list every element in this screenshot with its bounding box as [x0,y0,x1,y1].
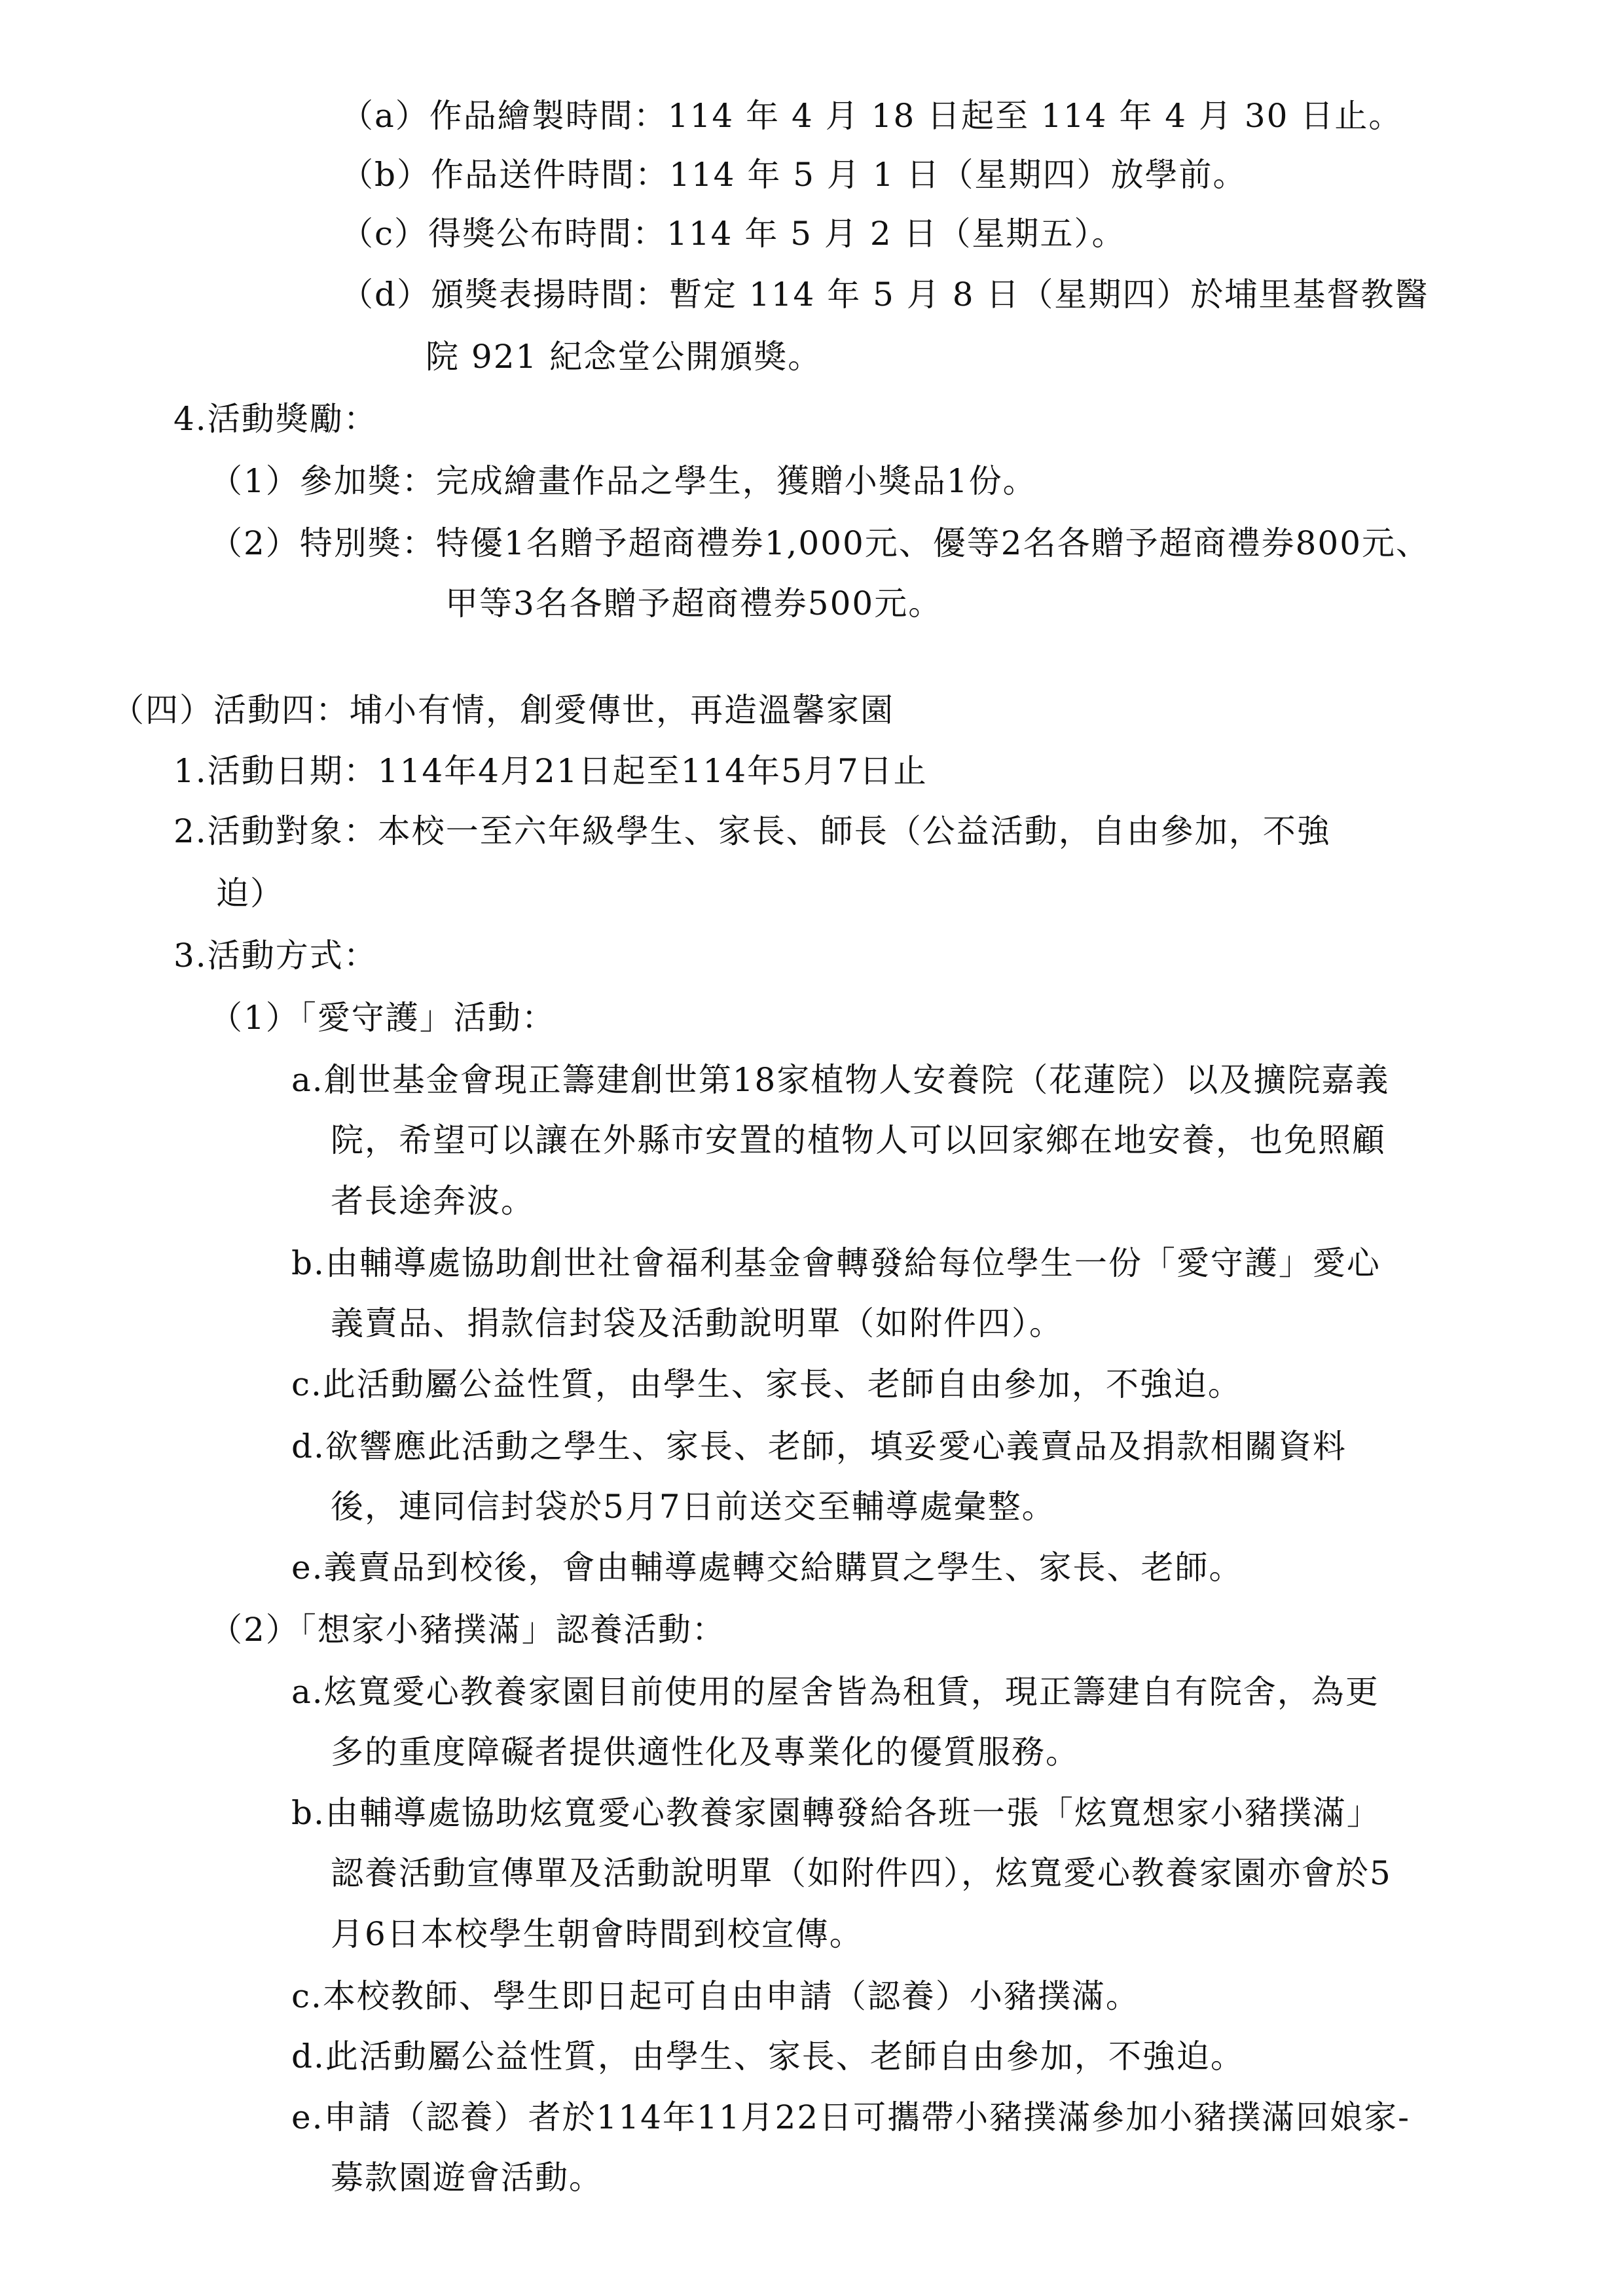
piggy-bank-a: a.炫寬愛心教養家園目前使用的屋舍皆為租賃，現正籌建自有院舍，為更 [291,1673,1379,1711]
award-special-cont: 甲等3名各贈予超商禮券500元。 [445,584,943,622]
love-guard-a-cont2: 者長途奔波。 [331,1182,535,1220]
love-guard-b: b.由輔導處協助創世社會福利基金會轉發給每位學生一份「愛守護」愛心 [291,1244,1381,1282]
schedule-item-b: （b）作品送件時間：114 年 5 月 1 日（星期四）放學前。 [340,156,1247,194]
heading-awards: 4.活動獎勵： [173,400,378,438]
schedule-item-d: （d）頒獎表揚時間：暫定 114 年 5 月 8 日（星期四）於埔里基督教醫 [340,276,1429,314]
schedule-item-d-cont: 院 921 紀念堂公開頒獎。 [426,338,822,376]
activity-date: 1.活動日期：114年4月21日起至114年5月7日止 [173,752,928,790]
piggy-bank-d: d.此活動屬公益性質，由學生、家長、老師自由參加，不強迫。 [291,2037,1245,2075]
love-guard-d-cont: 後，連同信封袋於5月7日前送交至輔導處彙整。 [331,1488,1056,1526]
subheading-piggy-bank: （2）「想家小豬撲滿」認養活動： [210,1611,726,1649]
piggy-bank-b-cont1: 認養活動宣傳單及活動說明單（如附件四），炫寬愛心教養家園亦會於5 [331,1854,1392,1892]
award-participation: （1）參加獎：完成繪畫作品之學生，獲贈小獎品1份。 [210,462,1037,500]
piggy-bank-e-cont: 募款園遊會活動。 [331,2159,603,2197]
piggy-bank-e: e.申請（認養）者於114年11月22日可攜帶小豬撲滿參加小豬撲滿回娘家- [291,2098,1411,2136]
love-guard-b-cont: 義賣品、捐款信封袋及活動說明單（如附件四）。 [331,1304,1063,1342]
love-guard-e: e.義賣品到校後，會由輔導處轉交給購買之學生、家長、老師。 [291,1549,1243,1587]
piggy-bank-c: c.本校教師、學生即日起可自由申請（認養）小豬撲滿。 [291,1977,1140,2015]
piggy-bank-a-cont: 多的重度障礙者提供適性化及專業化的優質服務。 [331,1733,1080,1771]
love-guard-c: c.此活動屬公益性質，由學生、家長、老師自由參加，不強迫。 [291,1365,1242,1403]
schedule-item-c: （c）得獎公布時間：114 年 5 月 2 日（星期五）。 [340,215,1126,253]
love-guard-a: a.創世基金會現正籌建創世第18家植物人安養院（花蓮院）以及擴院嘉義 [291,1061,1390,1099]
love-guard-a-cont1: 院，希望可以讓在外縣市安置的植物人可以回家鄉在地安養，也免照顧 [331,1121,1386,1159]
subheading-love-guard: （1）「愛守護」活動： [210,999,556,1037]
award-special: （2）特別獎：特優1名贈予超商禮券1,000元、優等2名各贈予超商禮券800元、 [210,524,1431,562]
activity-method: 3.活動方式： [173,937,378,975]
love-guard-d: d.欲響應此活動之學生、家長、老師，填妥愛心義賣品及捐款相關資料 [291,1427,1347,1465]
schedule-item-a: （a）作品繪製時間：114 年 4 月 18 日起至 114 年 4 月 30 日止。 [340,97,1403,135]
activity-target-cont: 迫） [216,874,284,912]
piggy-bank-b-cont2: 月6日本校學生朝會時間到校宣傳。 [331,1915,864,1953]
section-heading-four: （四）活動四：埔小有情，創愛傳世，再造溫馨家園 [111,691,894,729]
piggy-bank-b: b.由輔導處協助炫寬愛心教養家園轉發給各班一張「炫寬想家小豬撲滿」 [291,1794,1381,1832]
activity-target: 2.活動對象：本校一至六年級學生、家長、師長（公益活動，自由參加，不強 [173,812,1331,850]
